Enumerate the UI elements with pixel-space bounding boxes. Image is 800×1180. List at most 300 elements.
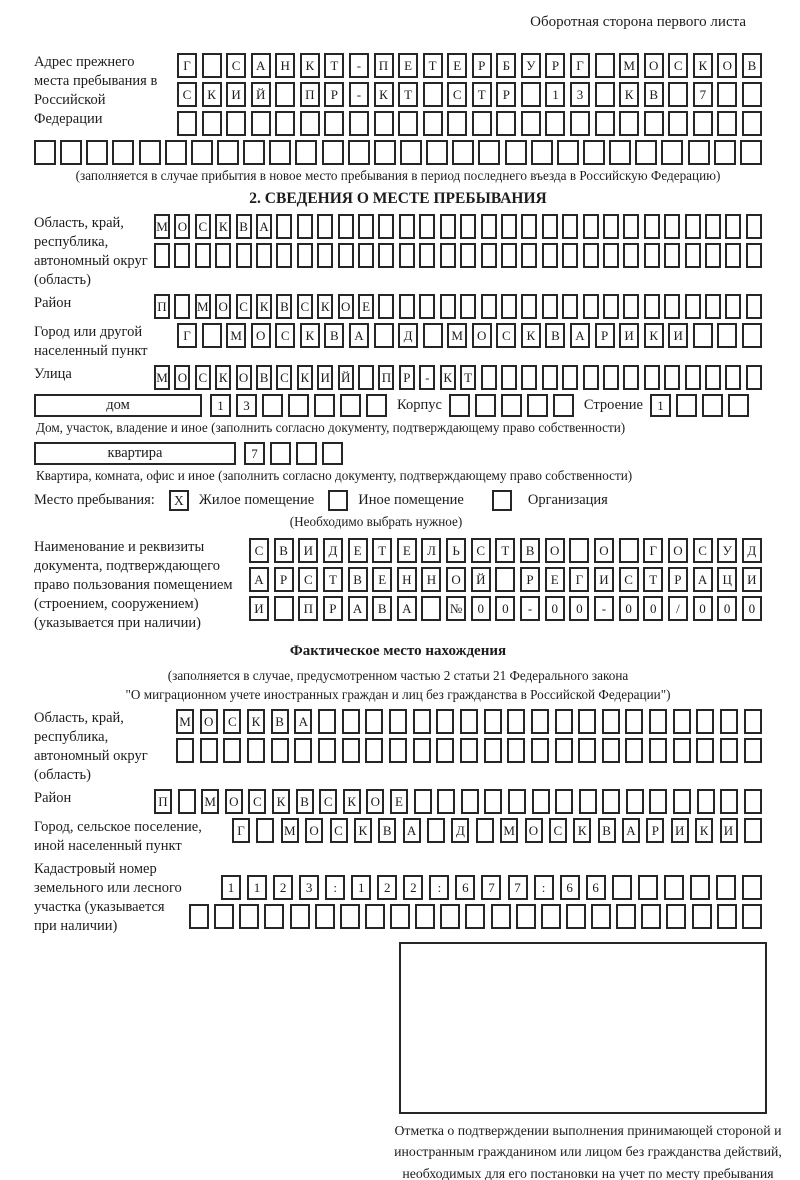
char-cell[interactable] <box>427 818 445 843</box>
char-cell[interactable] <box>223 738 241 763</box>
char-cell[interactable]: 7 <box>244 442 265 465</box>
char-cell[interactable] <box>507 709 525 734</box>
char-cell[interactable] <box>421 596 441 621</box>
char-cell[interactable] <box>591 904 611 929</box>
char-cell[interactable]: 1 <box>247 875 267 900</box>
char-cell[interactable]: № <box>446 596 466 621</box>
char-cell[interactable] <box>542 365 558 390</box>
char-cell[interactable]: С <box>275 323 295 348</box>
char-cell[interactable] <box>200 738 218 763</box>
char-cell[interactable]: Й <box>338 365 354 390</box>
char-cell[interactable] <box>423 111 443 136</box>
char-cell[interactable] <box>664 875 684 900</box>
char-cell[interactable]: С <box>276 365 292 390</box>
char-cell[interactable]: П <box>154 294 170 319</box>
char-cell[interactable] <box>423 82 443 107</box>
char-cell[interactable] <box>165 140 187 165</box>
char-cell[interactable] <box>481 365 497 390</box>
char-cell[interactable]: Й <box>471 567 491 592</box>
char-cell[interactable] <box>264 904 284 929</box>
char-cell[interactable] <box>423 323 443 348</box>
char-cell[interactable]: М <box>447 323 467 348</box>
char-cell[interactable]: С <box>549 818 567 843</box>
char-cell[interactable]: Д <box>398 323 418 348</box>
char-cell[interactable] <box>603 243 619 268</box>
char-cell[interactable]: В <box>598 818 616 843</box>
char-cell[interactable]: С <box>298 567 318 592</box>
char-cell[interactable] <box>297 214 313 239</box>
char-cell[interactable]: Н <box>421 567 441 592</box>
char-cell[interactable]: 2 <box>273 875 293 900</box>
char-cell[interactable] <box>742 904 762 929</box>
char-cell[interactable] <box>555 789 573 814</box>
char-cell[interactable] <box>317 214 333 239</box>
char-cell[interactable]: О <box>594 538 614 563</box>
char-cell[interactable] <box>542 214 558 239</box>
char-cell[interactable]: М <box>281 818 299 843</box>
char-cell[interactable] <box>256 243 272 268</box>
char-cell[interactable] <box>437 789 455 814</box>
char-cell[interactable] <box>725 294 741 319</box>
char-cell[interactable]: О <box>225 789 243 814</box>
char-cell[interactable]: Т <box>460 365 476 390</box>
char-cell[interactable] <box>178 789 196 814</box>
char-cell[interactable] <box>619 538 639 563</box>
char-cell[interactable]: В <box>520 538 540 563</box>
char-cell[interactable]: Л <box>421 538 441 563</box>
char-cell[interactable]: Е <box>397 538 417 563</box>
char-cell[interactable] <box>34 140 56 165</box>
char-cell[interactable] <box>521 111 541 136</box>
char-cell[interactable] <box>484 709 502 734</box>
char-cell[interactable] <box>688 140 710 165</box>
char-cell[interactable]: К <box>573 818 591 843</box>
char-cell[interactable] <box>262 394 283 417</box>
char-cell[interactable] <box>478 140 500 165</box>
char-cell[interactable] <box>484 738 502 763</box>
char-cell[interactable] <box>616 904 636 929</box>
char-cell[interactable] <box>399 294 415 319</box>
char-cell[interactable] <box>541 904 561 929</box>
char-cell[interactable] <box>531 738 549 763</box>
char-cell[interactable] <box>322 442 343 465</box>
char-cell[interactable] <box>189 904 209 929</box>
char-cell[interactable] <box>728 394 749 417</box>
char-cell[interactable]: 1 <box>351 875 371 900</box>
char-cell[interactable] <box>275 111 295 136</box>
char-cell[interactable] <box>744 818 762 843</box>
char-cell[interactable] <box>139 140 161 165</box>
char-cell[interactable]: У <box>521 53 541 78</box>
char-cell[interactable] <box>693 323 713 348</box>
char-cell[interactable] <box>603 294 619 319</box>
char-cell[interactable] <box>705 365 721 390</box>
char-cell[interactable] <box>521 294 537 319</box>
char-cell[interactable] <box>697 789 715 814</box>
char-cell[interactable]: А <box>256 214 272 239</box>
char-cell[interactable]: С <box>297 294 313 319</box>
char-cell[interactable] <box>460 709 478 734</box>
char-cell[interactable] <box>214 904 234 929</box>
char-cell[interactable]: С <box>668 53 688 78</box>
char-cell[interactable] <box>644 214 660 239</box>
char-cell[interactable] <box>481 214 497 239</box>
char-cell[interactable]: А <box>348 596 368 621</box>
char-cell[interactable] <box>664 214 680 239</box>
char-cell[interactable] <box>649 709 667 734</box>
char-cell[interactable] <box>527 394 548 417</box>
char-cell[interactable] <box>251 111 271 136</box>
char-cell[interactable]: С <box>471 538 491 563</box>
char-cell[interactable] <box>595 111 615 136</box>
char-cell[interactable]: О <box>446 567 466 592</box>
char-cell[interactable]: И <box>671 818 689 843</box>
char-cell[interactable]: М <box>201 789 219 814</box>
char-cell[interactable]: И <box>249 596 269 621</box>
char-cell[interactable]: К <box>300 323 320 348</box>
char-cell[interactable] <box>696 709 714 734</box>
char-cell[interactable] <box>555 709 573 734</box>
char-cell[interactable]: С <box>447 82 467 107</box>
char-cell[interactable]: С <box>236 294 252 319</box>
char-cell[interactable] <box>746 214 762 239</box>
char-cell[interactable]: К <box>215 365 231 390</box>
char-cell[interactable] <box>501 294 517 319</box>
char-cell[interactable]: Г <box>569 567 589 592</box>
char-cell[interactable] <box>720 789 738 814</box>
char-cell[interactable] <box>340 904 360 929</box>
char-cell[interactable] <box>215 243 231 268</box>
char-cell[interactable]: 0 <box>471 596 491 621</box>
char-cell[interactable]: К <box>374 82 394 107</box>
char-cell[interactable]: С <box>195 365 211 390</box>
char-cell[interactable] <box>324 111 344 136</box>
char-cell[interactable]: К <box>256 294 272 319</box>
char-cell[interactable]: А <box>622 818 640 843</box>
char-cell[interactable]: К <box>300 53 320 78</box>
char-cell[interactable]: В <box>271 709 289 734</box>
char-cell[interactable] <box>583 294 599 319</box>
char-cell[interactable]: П <box>374 53 394 78</box>
char-cell[interactable] <box>276 214 292 239</box>
char-cell[interactable] <box>195 243 211 268</box>
char-cell[interactable] <box>191 140 213 165</box>
char-cell[interactable] <box>578 738 596 763</box>
char-cell[interactable]: - <box>594 596 614 621</box>
char-cell[interactable] <box>705 243 721 268</box>
char-cell[interactable]: 1 <box>650 394 671 417</box>
char-cell[interactable] <box>521 214 537 239</box>
char-cell[interactable] <box>338 214 354 239</box>
char-cell[interactable]: Е <box>447 53 467 78</box>
char-cell[interactable]: О <box>305 818 323 843</box>
char-cell[interactable]: О <box>525 818 543 843</box>
char-cell[interactable]: И <box>317 365 333 390</box>
char-cell[interactable]: 6 <box>586 875 606 900</box>
char-cell[interactable]: Р <box>668 567 688 592</box>
char-cell[interactable] <box>217 140 239 165</box>
char-cell[interactable] <box>398 111 418 136</box>
char-cell[interactable]: Й <box>251 82 271 107</box>
char-cell[interactable] <box>202 323 222 348</box>
char-cell[interactable]: К <box>202 82 222 107</box>
char-cell[interactable] <box>419 294 435 319</box>
char-cell[interactable] <box>365 904 385 929</box>
char-cell[interactable]: 3 <box>299 875 319 900</box>
char-cell[interactable] <box>226 111 246 136</box>
char-cell[interactable] <box>717 904 737 929</box>
char-cell[interactable] <box>112 140 134 165</box>
char-cell[interactable]: И <box>298 538 318 563</box>
char-cell[interactable] <box>174 243 190 268</box>
char-cell[interactable]: Г <box>177 323 197 348</box>
char-cell[interactable]: К <box>644 323 664 348</box>
char-cell[interactable] <box>358 214 374 239</box>
char-cell[interactable]: И <box>720 818 738 843</box>
char-cell[interactable] <box>472 111 492 136</box>
char-cell[interactable]: К <box>695 818 713 843</box>
char-cell[interactable] <box>602 738 620 763</box>
char-cell[interactable] <box>378 214 394 239</box>
char-cell[interactable] <box>436 738 454 763</box>
char-cell[interactable] <box>496 111 516 136</box>
char-cell[interactable] <box>501 243 517 268</box>
char-cell[interactable] <box>243 140 265 165</box>
char-cell[interactable] <box>414 789 432 814</box>
char-cell[interactable]: Р <box>595 323 615 348</box>
char-cell[interactable] <box>297 243 313 268</box>
char-cell[interactable] <box>521 243 537 268</box>
char-cell[interactable] <box>426 140 448 165</box>
char-cell[interactable] <box>275 82 295 107</box>
char-cell[interactable] <box>668 82 688 107</box>
char-cell[interactable]: С <box>195 214 211 239</box>
char-cell[interactable]: / <box>668 596 688 621</box>
char-cell[interactable] <box>176 738 194 763</box>
char-cell[interactable]: Н <box>275 53 295 78</box>
char-cell[interactable] <box>744 709 762 734</box>
char-cell[interactable] <box>491 904 511 929</box>
char-cell[interactable]: 6 <box>560 875 580 900</box>
char-cell[interactable]: Е <box>358 294 374 319</box>
char-cell[interactable]: Е <box>545 567 565 592</box>
char-cell[interactable] <box>570 111 590 136</box>
char-cell[interactable]: Н <box>397 567 417 592</box>
char-cell[interactable] <box>460 738 478 763</box>
char-cell[interactable] <box>374 111 394 136</box>
char-cell[interactable] <box>276 243 292 268</box>
char-cell[interactable]: А <box>251 53 271 78</box>
char-cell[interactable]: О <box>174 365 190 390</box>
char-cell[interactable] <box>202 111 222 136</box>
char-cell[interactable] <box>481 294 497 319</box>
char-cell[interactable] <box>476 818 494 843</box>
char-cell[interactable] <box>269 140 291 165</box>
char-cell[interactable] <box>555 738 573 763</box>
char-cell[interactable] <box>154 243 170 268</box>
char-cell[interactable] <box>625 709 643 734</box>
char-cell[interactable] <box>562 365 578 390</box>
char-cell[interactable] <box>602 789 620 814</box>
char-cell[interactable]: 2 <box>403 875 423 900</box>
char-cell[interactable] <box>481 243 497 268</box>
char-cell[interactable] <box>626 789 644 814</box>
char-cell[interactable]: Р <box>323 596 343 621</box>
char-cell[interactable] <box>641 904 661 929</box>
char-cell[interactable] <box>256 818 274 843</box>
char-cell[interactable]: В <box>372 596 392 621</box>
char-cell[interactable]: К <box>343 789 361 814</box>
char-cell[interactable] <box>440 243 456 268</box>
char-cell[interactable]: 0 <box>742 596 762 621</box>
char-cell[interactable] <box>274 596 294 621</box>
char-cell[interactable] <box>579 789 597 814</box>
char-cell[interactable]: С <box>693 538 713 563</box>
char-cell[interactable]: Б <box>496 53 516 78</box>
char-cell[interactable] <box>685 214 701 239</box>
char-cell[interactable]: 6 <box>455 875 475 900</box>
char-cell[interactable] <box>516 904 536 929</box>
char-cell[interactable]: 0 <box>643 596 663 621</box>
char-cell[interactable] <box>413 738 431 763</box>
char-cell[interactable]: Д <box>742 538 762 563</box>
char-cell[interactable] <box>177 111 197 136</box>
char-cell[interactable] <box>583 214 599 239</box>
char-cell[interactable]: Т <box>495 538 515 563</box>
char-cell[interactable] <box>746 294 762 319</box>
char-cell[interactable]: С <box>619 567 639 592</box>
char-cell[interactable]: 0 <box>717 596 737 621</box>
char-cell[interactable] <box>531 140 553 165</box>
char-cell[interactable]: П <box>298 596 318 621</box>
char-cell[interactable] <box>501 394 522 417</box>
checkbox-residential[interactable]: X <box>169 490 189 511</box>
char-cell[interactable]: И <box>668 323 688 348</box>
char-cell[interactable] <box>746 365 762 390</box>
char-cell[interactable] <box>501 365 517 390</box>
char-cell[interactable] <box>742 323 762 348</box>
char-cell[interactable] <box>644 111 664 136</box>
char-cell[interactable] <box>545 111 565 136</box>
char-cell[interactable] <box>685 243 701 268</box>
char-cell[interactable] <box>595 82 615 107</box>
char-cell[interactable]: В <box>324 323 344 348</box>
char-cell[interactable] <box>714 140 736 165</box>
char-cell[interactable]: Г <box>643 538 663 563</box>
char-cell[interactable]: В <box>276 294 292 319</box>
char-cell[interactable] <box>475 394 496 417</box>
char-cell[interactable]: 1 <box>221 875 241 900</box>
char-cell[interactable] <box>247 738 265 763</box>
char-cell[interactable]: С <box>496 323 516 348</box>
char-cell[interactable] <box>583 365 599 390</box>
char-cell[interactable]: О <box>174 214 190 239</box>
char-cell[interactable]: В <box>742 53 762 78</box>
char-cell[interactable] <box>693 111 713 136</box>
char-cell[interactable]: А <box>693 567 713 592</box>
char-cell[interactable] <box>725 214 741 239</box>
char-cell[interactable]: Т <box>423 53 443 78</box>
char-cell[interactable] <box>623 243 639 268</box>
char-cell[interactable] <box>342 709 360 734</box>
char-cell[interactable]: С <box>319 789 337 814</box>
char-cell[interactable] <box>578 709 596 734</box>
char-cell[interactable] <box>666 904 686 929</box>
char-cell[interactable]: 2 <box>377 875 397 900</box>
char-cell[interactable]: О <box>717 53 737 78</box>
char-cell[interactable] <box>507 738 525 763</box>
char-cell[interactable] <box>348 140 370 165</box>
char-cell[interactable]: В <box>274 538 294 563</box>
char-cell[interactable]: Т <box>472 82 492 107</box>
char-cell[interactable]: Е <box>372 567 392 592</box>
char-cell[interactable] <box>562 214 578 239</box>
char-cell[interactable]: Т <box>372 538 392 563</box>
char-cell[interactable]: С <box>330 818 348 843</box>
char-cell[interactable] <box>358 365 374 390</box>
char-cell[interactable] <box>86 140 108 165</box>
char-cell[interactable]: Т <box>398 82 418 107</box>
char-cell[interactable] <box>690 875 710 900</box>
char-cell[interactable] <box>673 709 691 734</box>
char-cell[interactable]: И <box>594 567 614 592</box>
char-cell[interactable]: И <box>226 82 246 107</box>
char-cell[interactable] <box>542 294 558 319</box>
char-cell[interactable] <box>583 140 605 165</box>
char-cell[interactable]: О <box>644 53 664 78</box>
char-cell[interactable] <box>717 82 737 107</box>
char-cell[interactable]: Р <box>646 818 664 843</box>
char-cell[interactable] <box>717 323 737 348</box>
char-cell[interactable] <box>583 243 599 268</box>
char-cell[interactable] <box>532 789 550 814</box>
char-cell[interactable]: О <box>338 294 354 319</box>
char-cell[interactable] <box>374 140 396 165</box>
char-cell[interactable]: Р <box>324 82 344 107</box>
char-cell[interactable] <box>562 243 578 268</box>
char-cell[interactable] <box>720 709 738 734</box>
char-cell[interactable]: В <box>256 365 272 390</box>
char-cell[interactable]: Т <box>323 567 343 592</box>
char-cell[interactable]: Р <box>520 567 540 592</box>
char-cell[interactable]: С <box>226 53 246 78</box>
char-cell[interactable] <box>553 394 574 417</box>
char-cell[interactable] <box>365 709 383 734</box>
char-cell[interactable] <box>744 789 762 814</box>
char-cell[interactable] <box>638 875 658 900</box>
char-cell[interactable]: К <box>619 82 639 107</box>
char-cell[interactable] <box>623 294 639 319</box>
checkbox-other-premises[interactable] <box>328 490 348 511</box>
char-cell[interactable] <box>436 709 454 734</box>
char-cell[interactable] <box>270 442 291 465</box>
char-cell[interactable] <box>623 214 639 239</box>
char-cell[interactable]: А <box>249 567 269 592</box>
char-cell[interactable]: В <box>296 789 314 814</box>
char-cell[interactable]: К <box>693 53 713 78</box>
char-cell[interactable]: О <box>236 365 252 390</box>
char-cell[interactable]: К <box>297 365 313 390</box>
char-cell[interactable]: Д <box>451 818 469 843</box>
char-cell[interactable] <box>649 789 667 814</box>
char-cell[interactable] <box>447 111 467 136</box>
char-cell[interactable]: И <box>742 567 762 592</box>
char-cell[interactable] <box>340 394 361 417</box>
char-cell[interactable]: - <box>349 82 369 107</box>
char-cell[interactable] <box>562 294 578 319</box>
char-cell[interactable]: : <box>534 875 554 900</box>
char-cell[interactable]: Р <box>472 53 492 78</box>
